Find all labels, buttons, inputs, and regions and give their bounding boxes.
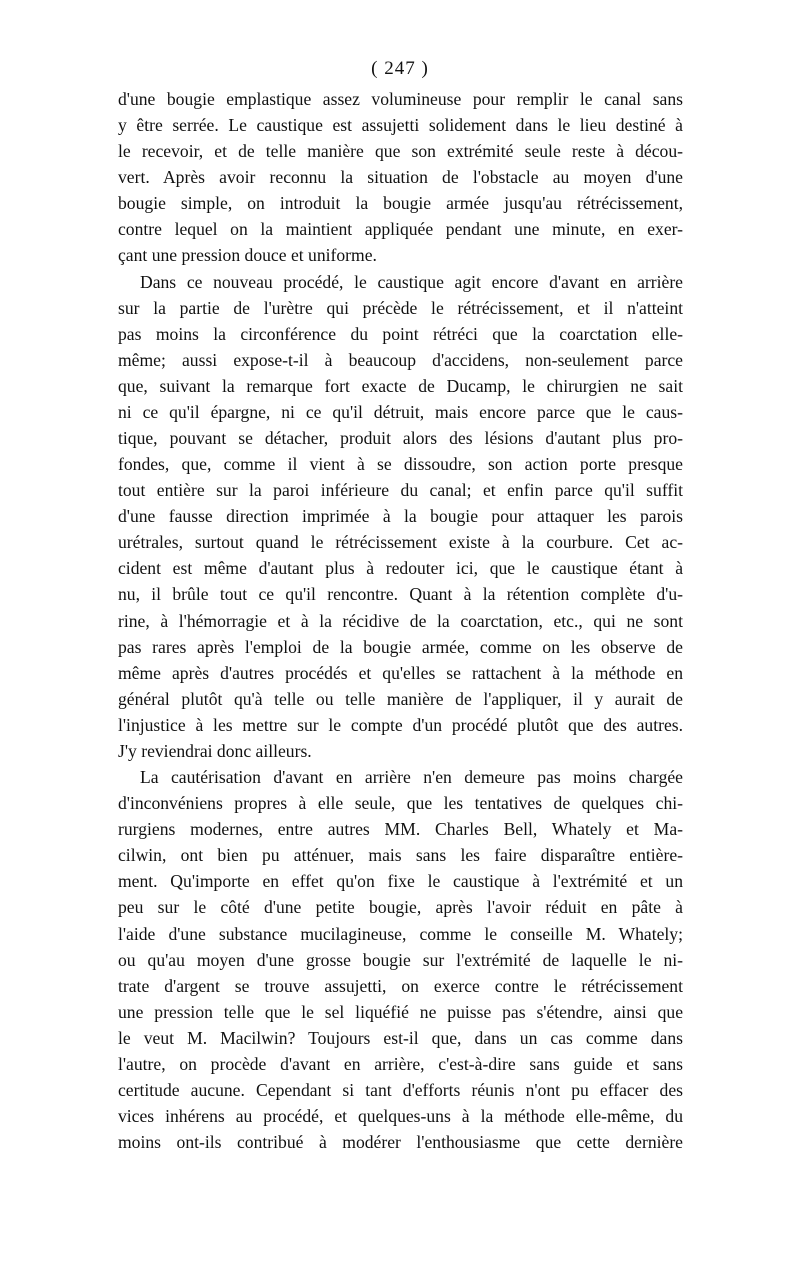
text-line: urétrales, surtout quand le rétrécissement existe à la courbure. Cet ac-	[118, 532, 683, 553]
text-line: l'aide d'une substance mucilagineuse, comme le conseille M. Whately;	[118, 923, 683, 944]
text-line: le recevoir, et de telle manière que son extrémité seule reste à décou-	[118, 141, 683, 162]
text-line: vices inhérens au procédé, et quelques-uns à la méthode elle-même, du	[118, 1106, 683, 1127]
text-line: d'une bougie emplastique assez volumineuse pour remplir le canal sans	[118, 89, 683, 109]
text-line: une pression telle que le sel liquéfié ne puisse pas s'étendre, ainsi que	[118, 1001, 683, 1022]
text-line: l'autre, on procède d'avant en arrière, c'est-à-dire sans guide et sans	[118, 1053, 683, 1074]
text-line: J'y reviendrai donc ailleurs.	[118, 740, 312, 761]
text-line: La cautérisation d'avant en arrière n'en demeure pas moins chargée	[140, 767, 683, 788]
text-line: cident est même d'autant plus à redouter ici, que le caustique étant à	[118, 558, 683, 579]
text-line: ment. Qu'importe en effet qu'on fixe le caustique à l'extrémité et un	[118, 871, 683, 892]
text-line: général plutôt qu'à telle ou telle manière de l'appliquer, il y aurait de	[118, 688, 683, 709]
text-line: rine, à l'hémorragie et à la récidive de la coarctation, etc., qui ne sont	[118, 610, 683, 631]
page-number: ( 247 )	[371, 58, 429, 79]
paragraph-2	[118, 269, 683, 764]
text-line: tout entière sur la paroi inférieure du canal; et enfin parce qu'il suffit	[118, 480, 683, 501]
text-line: y être serrée. Le caustique est assujetti solidement dans le lieu destiné à	[118, 115, 683, 136]
text-line: moins ont-ils contribué à modérer l'enthousiasme que cette dernière	[118, 1132, 683, 1153]
text-line: d'une fausse direction imprimée à la bougie pour attaquer les parois	[118, 506, 683, 527]
text-line: pas rares après l'emploi de la bougie armée, comme on les observe de	[118, 636, 683, 657]
text-line: nu, il brûle tout ce qu'il rencontre. Quant à la rétention complète d'u-	[118, 584, 683, 605]
paragraph-1	[118, 86, 683, 269]
text-line: ou qu'au moyen d'une grosse bougie sur l'extrémité de laquelle le ni-	[118, 949, 683, 970]
text-line: Dans ce nouveau procédé, le caustique agit encore d'avant en arrière	[140, 271, 683, 292]
text-line: rurgiens modernes, entre autres MM. Charles Bell, Whately et Ma-	[118, 819, 683, 840]
text-line: ni ce qu'il épargne, ni ce qu'il détruit, mais encore parce que le caus-	[118, 401, 683, 422]
text-line: cilwin, ont bien pu atténuer, mais sans les faire disparaître entière-	[118, 845, 683, 866]
text-line: le veut M. Macilwin? Toujours est-il que, dans un cas comme dans	[118, 1027, 683, 1048]
text-line: même après d'autres procédés et qu'elles se rattachent à la méthode en	[118, 662, 683, 683]
text-line: sur la partie de l'urètre qui précède le rétrécissement, et il n'atteint	[118, 297, 683, 318]
text-line: fondes, que, comme il vient à se dissoudre, son action porte presque	[118, 454, 683, 475]
text-line: d'inconvéniens propres à elle seule, que les tentatives de quelques chi-	[118, 793, 683, 814]
text-line: peu sur le côté d'une petite bougie, après l'avoir réduit en pâte à	[118, 897, 683, 918]
text-line: tique, pouvant se détacher, produit alors des lésions d'autant plus pro-	[118, 428, 683, 449]
text-line: trate d'argent se trouve assujetti, on exerce contre le rétrécissement	[118, 975, 683, 996]
text-line: que, suivant la remarque fort exacte de Ducamp, le chirurgien ne sait	[118, 375, 683, 396]
text-line: çant une pression douce et uniforme.	[118, 245, 377, 266]
text-line: contre lequel on la maintient appliquée pendant une minute, en exer-	[118, 219, 683, 240]
text-line: pas moins la circonférence du point rétréci que la coarctation elle-	[118, 323, 683, 344]
body-text	[118, 86, 683, 1155]
text-line: vert. Après avoir reconnu la situation de l'obstacle au moyen d'une	[118, 167, 683, 188]
text-line: l'injustice à les mettre sur le compte d'un procédé plutôt que des autres.	[118, 714, 683, 735]
text-line: certitude aucune. Cependant si tant d'efforts réunis n'ont pu effacer des	[118, 1079, 683, 1100]
text-line: bougie simple, on introduit la bougie armée jusqu'au rétrécissement,	[118, 193, 683, 214]
paragraph-3	[118, 764, 683, 1155]
text-line: même; aussi expose-t-il à beaucoup d'accidens, non-seulement parce	[118, 349, 683, 370]
